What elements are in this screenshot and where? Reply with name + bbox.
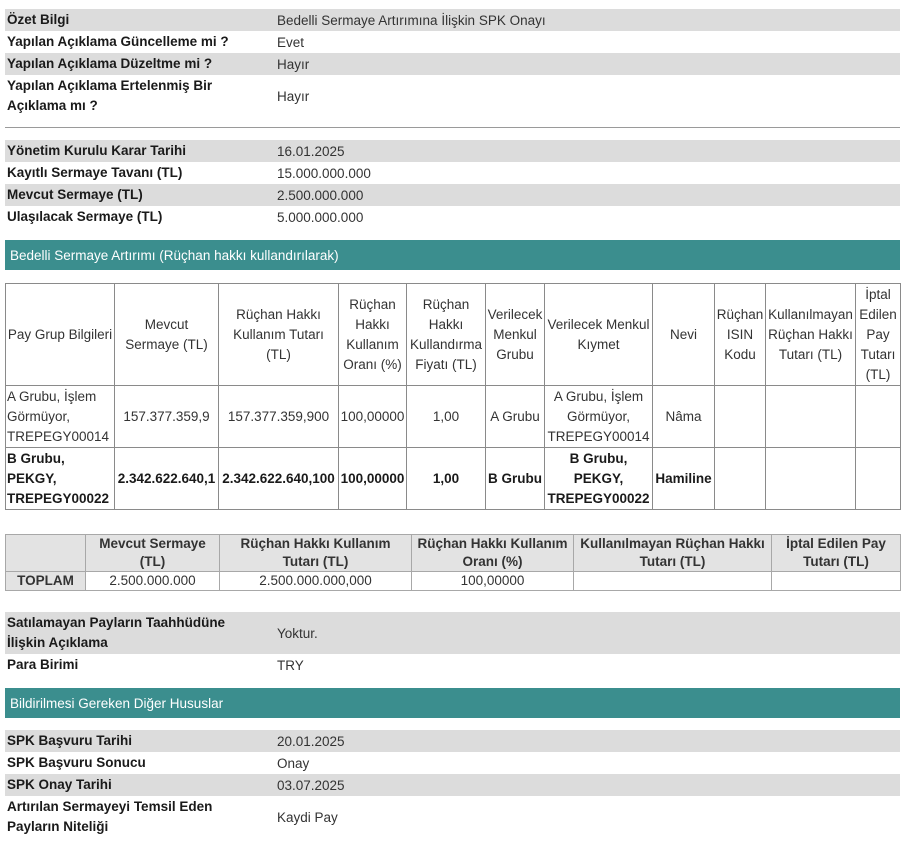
- field-value: Bedelli Sermaye Artırımına İlişkin SPK Onayı: [277, 12, 546, 28]
- field-label: Mevcut Sermaye (TL): [7, 187, 143, 202]
- column-header: Verilecek Menkul Kıymet: [545, 284, 653, 386]
- field-value: 15.000.000.000: [277, 165, 371, 181]
- table-cell: [766, 448, 856, 510]
- table-cell: A Grubu, İşlem Görmüyor, TREPEGY00014: [6, 386, 115, 448]
- other-row: [5, 730, 900, 752]
- column-header: Kullanılmayan Rüçhan Hakkı Tutarı (TL): [766, 284, 856, 386]
- column-header: İptal Edilen Pay Tutarı (TL): [856, 284, 901, 386]
- column-header: Rüçhan Hakkı Kullanım Tutarı (TL): [220, 535, 412, 572]
- divider: [5, 127, 900, 128]
- table-row: [6, 386, 901, 448]
- table-cell: Hamiline: [653, 448, 715, 510]
- field-value: 5.000.000.000: [277, 209, 364, 225]
- table-header-row: [6, 535, 901, 572]
- table-cell: 157.377.359,900: [219, 386, 339, 448]
- summary-row: [5, 31, 900, 53]
- field-value: Yoktur.: [277, 625, 318, 641]
- other-row: [5, 752, 900, 774]
- column-header: Mevcut Sermaye (TL): [115, 284, 219, 386]
- column-header: Pay Grup Bilgileri: [6, 284, 115, 386]
- field-value: Hayır: [277, 56, 310, 72]
- table-cell: [856, 386, 901, 448]
- column-header: Rüçhan Hakkı Kullanım Oranı (%): [339, 284, 407, 386]
- summary-row: [5, 9, 900, 31]
- field-label: Kayıtlı Sermaye Tavanı (TL): [7, 165, 183, 180]
- column-header: Rüçhan ISIN Kodu: [715, 284, 766, 386]
- field-label: Yapılan Açıklama Ertelenmiş Bir Açıklama mı ?: [7, 78, 213, 113]
- capital-row: [5, 184, 900, 206]
- column-header: Mevcut Sermaye (TL): [86, 535, 220, 572]
- field-value: 03.07.2025: [277, 777, 345, 793]
- other-row: [5, 774, 900, 796]
- field-label: Özet Bilgi: [7, 12, 70, 27]
- rights-table: [5, 283, 901, 510]
- column-header: Verilecek Menkul Grubu: [486, 284, 545, 386]
- table-cell: 2.342.622.640,100: [219, 448, 339, 510]
- table-cell: 157.377.359,9: [115, 386, 219, 448]
- field-value: TRY: [277, 657, 304, 673]
- table-cell: 1,00: [407, 386, 486, 448]
- section-header-rights: Bedelli Sermaye Artırımı (Rüçhan hakkı kullandırılarak): [5, 240, 900, 270]
- field-value: 2.500.000.000: [277, 187, 364, 203]
- column-header: İptal Edilen Pay Tutarı (TL): [772, 535, 901, 572]
- table-cell: 100,00000: [339, 448, 407, 510]
- field-value: Kaydi Pay: [277, 809, 338, 825]
- field-label: Yapılan Açıklama Düzeltme mi ?: [7, 56, 213, 71]
- column-header: Rüçhan Hakkı Kullanım Tutarı (TL): [219, 284, 339, 386]
- other-row: [5, 796, 900, 838]
- table-cell: [856, 448, 901, 510]
- table-cell: 2.342.622.640,1: [115, 448, 219, 510]
- commitment-row: [5, 654, 900, 676]
- table-header-row: [6, 284, 901, 386]
- table-cell: [715, 386, 766, 448]
- table-cell: 100,00000: [339, 386, 407, 448]
- table-cell: [715, 448, 766, 510]
- field-value: 20.01.2025: [277, 733, 345, 749]
- summary-row: [5, 53, 900, 75]
- summary-row: [5, 75, 900, 117]
- column-header: Kullanılmayan Rüçhan Hakkı Tutarı (TL): [574, 535, 772, 572]
- field-value: 16.01.2025: [277, 143, 345, 159]
- column-header: [6, 535, 86, 572]
- field-label: Yönetim Kurulu Karar Tarihi: [7, 143, 187, 158]
- table-cell: [766, 386, 856, 448]
- capital-row: [5, 206, 900, 228]
- table-row: [6, 572, 901, 591]
- field-label: SPK Onay Tarihi: [7, 777, 112, 792]
- field-label: Para Birimi: [7, 657, 79, 672]
- table-cell: B Grubu: [486, 448, 545, 510]
- table-cell: 1,00: [407, 448, 486, 510]
- field-label: Yapılan Açıklama Güncelleme mi ?: [7, 34, 229, 49]
- column-header: Nevi: [653, 284, 715, 386]
- capital-row: [5, 162, 900, 184]
- table-cell: [574, 572, 772, 591]
- commitment-row: [5, 612, 900, 654]
- capital-row: [5, 140, 900, 162]
- table-cell: Nâma: [653, 386, 715, 448]
- field-label: SPK Başvuru Tarihi: [7, 733, 133, 748]
- column-header: Rüçhan Hakkı Kullanım Oranı (%): [412, 535, 574, 572]
- table-cell: A Grubu: [486, 386, 545, 448]
- field-label: Satılamayan Payların Taahhüdüne İlişkin Açıklama: [7, 615, 226, 650]
- section-header-other: Bildirilmesi Gereken Diğer Hususlar: [5, 688, 900, 718]
- table-cell: 100,00000: [412, 572, 574, 591]
- totals-table: [5, 534, 901, 591]
- column-header: Rüçhan Hakkı Kullandırma Fiyatı (TL): [407, 284, 486, 386]
- field-label: Ulaşılacak Sermaye (TL): [7, 209, 163, 224]
- table-cell: B Grubu, PEKGY, TREPEGY00022: [545, 448, 653, 510]
- table-cell: 2.500.000.000,000: [220, 572, 412, 591]
- table-cell: A Grubu, İşlem Görmüyor, TREPEGY00014: [545, 386, 653, 448]
- field-label: Artırılan Sermayeyi Temsil Eden Payların Niteliği: [7, 799, 213, 834]
- table-cell: [772, 572, 901, 591]
- table-row: [6, 448, 901, 510]
- table-cell: B Grubu, PEKGY, TREPEGY00022: [6, 448, 115, 510]
- field-label: SPK Başvuru Sonucu: [7, 755, 146, 770]
- field-value: Onay: [277, 755, 310, 771]
- field-value: Evet: [277, 34, 305, 50]
- total-label: TOPLAM: [6, 572, 86, 591]
- field-value: Hayır: [277, 88, 310, 104]
- table-cell: 2.500.000.000: [86, 572, 220, 591]
